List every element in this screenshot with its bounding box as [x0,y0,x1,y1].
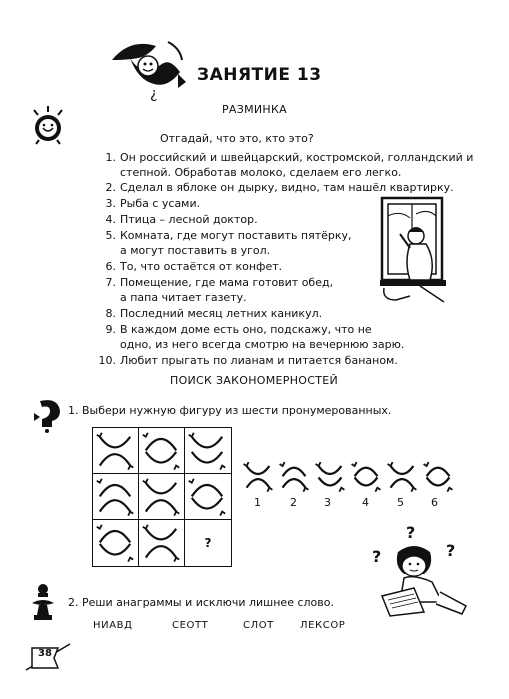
option-label: 2 [290,496,297,509]
riddle-text: а могут поставить в угол. [120,244,271,257]
riddle-text: Он российский и швейцарский, костромской, голландский и [120,151,474,164]
option-arc-figure [388,462,417,492]
grid-arc-figure [189,433,225,470]
svg-text:¿: ¿ [150,86,158,102]
warmup-prompt: Отгадай, что это, кто это? [160,132,314,145]
grid-arc-figure [143,433,179,470]
grid-arc-figures [92,427,230,565]
option-label: 4 [362,496,369,509]
riddle-number: 7. [105,276,116,289]
chess-pawn-icon [30,583,56,623]
riddle-text: Сделал в яблоке он дырку, видно, там нашёл квартирку. [120,181,454,194]
option-arc-figure [424,462,453,492]
riddle-number: 2. [105,181,116,194]
option-arc-figure [316,462,345,492]
riddle-number: 8. [105,307,116,320]
riddle-number: 3. [105,197,116,210]
page-number: 38 [38,648,52,659]
riddle-number: 1. [105,151,116,164]
riddle-text: Последний месяц летних каникул. [120,307,323,320]
option-label: 5 [397,496,404,509]
riddle-text: Комната, где могут поставить пятёрку, [120,229,352,242]
riddle-text: Рыба с усами. [120,197,201,210]
riddle-text: Птица – лесной доктор. [120,213,258,226]
riddle-number: 6. [105,260,116,273]
grid-arc-figure [143,525,179,562]
grid-arc-figure [97,433,133,470]
reading-child-illustration [370,522,470,618]
task-2-number: 2. [68,596,79,609]
svg-text:?: ? [406,523,416,542]
riddle-text: одно, из него всегда смотрю на вечернюю зарю. [120,338,405,351]
anagram-word: СЕОТТ [172,620,209,631]
grid-arc-figure [143,479,179,516]
anagram-word: ЛЕКСОР [300,620,346,631]
grid-arc-figure [189,479,225,516]
task-2-text: Реши анаграммы и исключи лишнее слово. [82,596,334,609]
riddle-text: Помещение, где мама готовит обед, [120,276,334,289]
answer-option-figures [244,458,444,498]
svg-text:?: ? [446,541,456,560]
option-label: 6 [431,496,438,509]
grid-arc-figure [97,479,133,516]
riddle-number: 9. [105,323,116,336]
task-1-text: Выбери нужную фигуру из шести пронумерованных. [82,404,392,417]
riddle-number: 10. [98,354,116,367]
riddle-text: То, что остаётся от конфет. [120,260,283,273]
option-arc-figure [244,462,273,492]
patterns-heading: ПОИСК ЗАКОНОМЕРНОСТЕЙ [170,374,339,387]
lesson-title: ЗАНЯТИЕ 13 [197,65,322,85]
anagram-word: НИАВД [93,620,133,631]
boy-at-window-illustration [380,196,450,304]
task-1-number: 1. [68,404,79,417]
warmup-heading: РАЗМИНКА [222,103,287,116]
riddle-text: степной. Обработав молоко, сделаем его легко. [120,166,402,179]
riddle-text: Любит прыгать по лианам и питается бананом. [120,354,398,367]
svg-text:?: ? [372,547,382,566]
anagram-word: СЛОТ [243,620,274,631]
riddle-text: В каждом доме есть оно, подскажу, что не [120,323,372,336]
option-label: 3 [324,496,331,509]
option-label: 1 [254,496,261,509]
riddle-number: 5. [105,229,116,242]
riddle-number: 4. [105,213,116,226]
option-arc-figure [280,462,309,492]
grid-arc-figure [97,525,133,562]
thinking-head-icon [30,397,64,433]
option-arc-figure [352,462,381,492]
missing-figure-mark: ? [204,536,212,550]
riddle-text: а папа читает газету. [120,291,247,304]
